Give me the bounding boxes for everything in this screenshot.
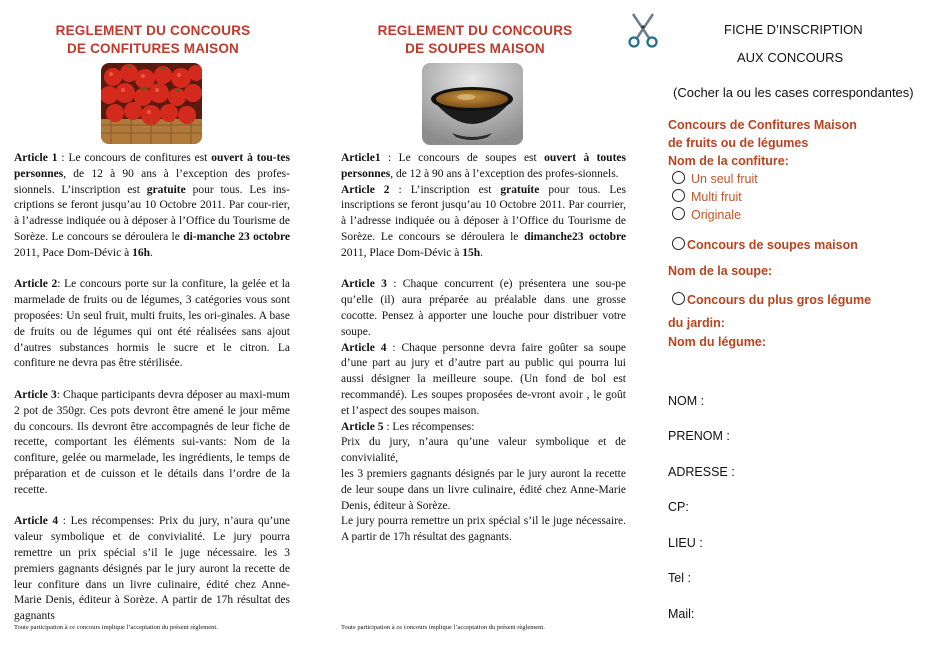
soupes-label: Concours de soupes maison (687, 238, 858, 252)
field-adresse[interactable]: ADRESSE : (668, 465, 735, 479)
confitures-footnote: Toute participation à ce concours implique l’acceptation du présent règlement. (14, 624, 218, 631)
fiche-title-line1: FICHE D’INSCRIPTION (724, 22, 863, 37)
confitures-title-line2: DE CONFITURES MAISON (66, 41, 239, 56)
confitures-heading-line2: de fruits ou de légumes (668, 136, 809, 150)
option-soupes[interactable] (672, 237, 858, 252)
inscription-form (660, 0, 950, 671)
soupes-title-line2: DE SOUPES MAISON (405, 41, 545, 56)
soupes-title-line1: REGLEMENT DU CONCOURS (377, 23, 573, 38)
field-mail[interactable]: Mail: (668, 607, 695, 621)
option-originale[interactable] (672, 207, 741, 222)
field-nom[interactable]: NOM : (668, 394, 705, 408)
option-legume[interactable] (672, 292, 871, 307)
strawberries-photo (101, 63, 202, 144)
fiche-title-line2: AUX CONCOURS (737, 50, 844, 65)
legume-name-label: Nom du légume: (668, 335, 766, 349)
legume-label: Concours du plus gros légume (687, 293, 872, 307)
confitures-rules (14, 151, 290, 625)
fiche-instruction: (Cocher la ou les cases correspondantes) (673, 85, 914, 100)
soupes-article-paragraph: Article1 : Le concours de soupes est ouvert à toutes personnes, de 12 à 90 ans à l’exception des profes-sionnels. Article 2 : L’inscription est gratuite pour tous. Les inscriptions se feront jusqu’au 10 Octobre 2011. Par courrier, à l’adresse indiquée ou à déposer à l’Office du Tourisme de Sorèze. Le concours se déroulera le dimanche23 octobre 2011, Place Dom-Dévic à 15h. (341, 152, 626, 259)
scissors-icon (627, 12, 659, 48)
confiture-name-label: Nom de la confiture: (668, 154, 789, 168)
confitures-article-paragraph: Article 4 : Les récompenses: Prix du jury, n’aura qu’une valeur symbolique et de convivialité. Le jury pourra remettre un prix spécial s’il le juge nécessaire. les 3 premiers gagnants désignés par le jury auront la recette de leur confiture dans un livre culinaire, édité chez Anne-Marie Denis, éditeur à Sorèze. A partir de 17h résultat des gagnants (14, 515, 290, 623)
option-label: Multi fruit (691, 190, 742, 204)
field-cp[interactable]: CP: (668, 500, 689, 514)
field-prenom[interactable]: PRENOM : (668, 429, 730, 443)
confitures-title-line1: REGLEMENT DU CONCOURS (55, 23, 251, 38)
radio-un-seul-fruit[interactable] (672, 171, 685, 184)
soupes-footnote: Toute participation à ce concours implique l’acceptation du présent règlement. (341, 624, 545, 631)
field-lieu[interactable]: LIEU : (668, 536, 703, 550)
radio-soupes[interactable] (672, 237, 685, 250)
soupes-title (320, 22, 630, 58)
radio-originale[interactable] (672, 207, 685, 220)
radio-multi-fruit[interactable] (672, 189, 685, 202)
radio-legume[interactable] (672, 292, 685, 305)
soupes-article-paragraph: Article 3 : Chaque concurrent (e) présentera une sou-pe qu’elle (il) aura préparée au préalable dans une grosse cocotte. Pensez à apporter une louche pour distribuer votre soupe. Article 4 : Chaque personne devra faire goûter sa soupe d’une part au jury et d’autre part au public qui pourra lui aussi désigner la meilleure soupe. (Un fond de bol est recommandé). Les soupes proposées de-vront avoir , le goût et l’aspect des soupes maison. Article 5 : Les récompenses: Prix du jury, n’aura qu’une valeur symbolique et de convivialité, les 3 premiers gagnants désignés par le jury auront la recette de leur soupe dans un livre culinaire, édité chez Anne-Marie Denis, éditeur à Sorèze. Le jury pourra remettre un prix spécial s’il le juge nécessaire. A partir de 17h résultat des gagnants. (341, 278, 626, 544)
confitures-article-paragraph: Article 3: Chaque participants devra déposer au maxi-mum 2 pot de 350gr. Ces pots devront être amené le jour même du concours. Ils devront être accompagnés de leur fiche de recette, comportant les éléments sui-vants: Nom de la confiture, gelée ou marmelade, les ingrédients, le temps de préparation et de cuisson et le détails dans l’ordre de la recette. (14, 388, 291, 496)
confitures-article-paragraph: Article 1 : Le concours de confitures est ouvert à tou-tes personnes, de 12 à 90 ans à l’exception des profes-sionnels. L’inscription est gratuite pour tous. Les ins-criptions se feront jusqu’au 10 Octobre 2011. Par cour-rier, à l’adresse indiquée ou à déposer à l’Office du Tourisme de Sorèze. Le concours se déroulera le di-manche 23 octobre 2011, Pace Dom-Dévic à 16h. (14, 152, 291, 259)
field-tel[interactable]: Tel : (668, 571, 691, 585)
option-label: Un seul fruit (691, 172, 758, 186)
soupes-rules (341, 151, 626, 546)
legume-label-line2: du jardin: (668, 316, 725, 330)
option-label: Originale (691, 208, 742, 222)
soup-name-label: Nom de la soupe: (668, 264, 773, 278)
confitures-title (8, 22, 298, 58)
option-multi-fruit[interactable] (672, 189, 742, 204)
confitures-heading-line1: Concours de Confitures Maison (668, 118, 857, 132)
option-un-seul-fruit[interactable] (672, 171, 758, 186)
soup-bowl-photo (422, 63, 523, 145)
confitures-article-paragraph: Article 2: Le concours porte sur la confiture, la gelée et la marmelade de fruits ou de légumes, 3 catégories vous sont proposées: Un seul fruit, multi fruits, les ori-ginales. A base de fruits ou de légumes qui ont été réalisées sans ajout d’autres substances hormis le sucre et le citron. La confiture ne devra pas être stérilisée. (14, 278, 290, 370)
